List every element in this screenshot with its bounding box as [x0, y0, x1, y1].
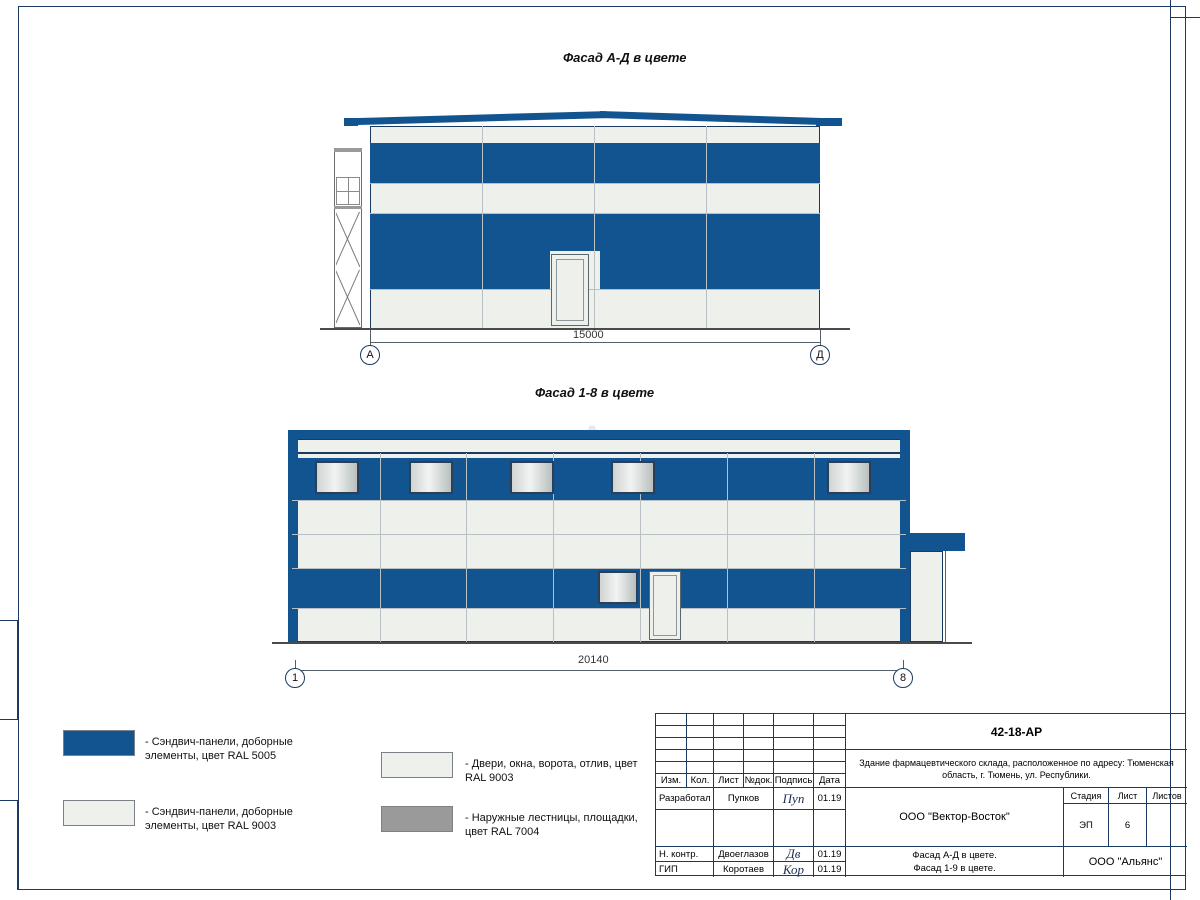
row-name-0: Пупков — [714, 788, 774, 810]
axis-bubble-8: 8 — [893, 668, 913, 688]
object-description: Здание фармацевтического склада, расположенное по адресу: Тюменская область, г. Тюмень, ул. Республики. — [846, 750, 1187, 788]
row-name-1: Двоеглазов — [714, 847, 774, 862]
figure-title-ad: Фасад А-Д в цвете — [563, 50, 687, 65]
row-date-2: 01.19 — [814, 862, 846, 877]
rev-cell — [774, 750, 814, 762]
rev-cell — [687, 726, 714, 738]
parapet-cream — [292, 439, 906, 453]
roof-right-cap — [816, 118, 842, 126]
panel-joint — [292, 608, 906, 609]
drawing-title-line1: Фасад А-Д в цвете. — [912, 850, 997, 861]
band-navy-lower-left — [370, 251, 550, 289]
rev-cell — [814, 738, 846, 750]
rev-cell — [774, 762, 814, 774]
row-date-0: 01.19 — [814, 788, 846, 810]
panel-joint — [594, 126, 595, 329]
header-list: Лист — [714, 774, 744, 788]
panel-joint — [370, 289, 820, 290]
row-signature-0: Пуп — [774, 788, 814, 810]
stair-bracing — [336, 270, 360, 325]
row-signature-1: Дв — [774, 847, 814, 862]
sheets-value — [1147, 804, 1187, 847]
axis-bubble-d: Д — [810, 345, 830, 365]
parapet-band — [288, 430, 910, 439]
rev-cell — [814, 714, 846, 726]
row-role-2: ГИП — [656, 862, 714, 877]
window — [510, 461, 554, 494]
annex-wall — [910, 551, 943, 642]
rev-cell — [656, 726, 687, 738]
row-spacer — [656, 810, 714, 847]
window — [409, 461, 453, 494]
header-izm: Изм. — [656, 774, 687, 788]
sheets-label: Листов — [1147, 788, 1187, 804]
header-podpis: Подпись — [774, 775, 813, 786]
rev-cell — [774, 714, 814, 726]
rev-cell — [774, 738, 814, 750]
panel-joint — [370, 183, 820, 184]
stage-value: ЭП — [1064, 804, 1109, 847]
corner-pilaster-left — [288, 430, 298, 642]
legend-swatch-ral7004 — [381, 806, 453, 832]
row-spacer — [814, 810, 846, 847]
rev-cell — [687, 750, 714, 762]
rev-cell — [656, 738, 687, 750]
window — [598, 571, 638, 604]
stage-label: Стадия — [1064, 788, 1109, 804]
panel-joint — [292, 500, 906, 501]
dimension-value-ad: 15000 — [573, 329, 604, 341]
company: ООО "Альянс" — [1088, 856, 1163, 868]
row-spacer — [774, 810, 814, 847]
rev-cell — [714, 750, 744, 762]
rev-cell — [714, 714, 744, 726]
legend-swatch-ral9003 — [63, 800, 135, 826]
rev-cell — [744, 762, 774, 774]
ground-line — [272, 642, 972, 644]
band-navy-lower-right — [600, 251, 820, 289]
axis-bubble-a: А — [360, 345, 380, 365]
row-role-0: Разработал — [656, 788, 714, 810]
header-ndok: №док. — [744, 775, 773, 786]
stair-grid-line — [348, 177, 349, 205]
rev-cell — [814, 726, 846, 738]
canopy-column — [945, 551, 946, 642]
row-name-2: Коротаев — [714, 862, 774, 877]
panel-joint — [370, 213, 820, 214]
panel-joint — [706, 126, 707, 329]
legend-swatch-ral5005 — [63, 730, 135, 756]
door-leaf — [556, 259, 584, 321]
window — [827, 461, 871, 494]
panel-joint — [466, 453, 467, 642]
header-data: Дата — [814, 774, 846, 788]
rev-cell — [814, 762, 846, 774]
dimension-line-ad — [370, 342, 820, 343]
rev-cell — [714, 762, 744, 774]
rev-cell — [774, 726, 814, 738]
band-navy-upper — [370, 143, 820, 183]
rev-cell — [714, 738, 744, 750]
rev-cell — [714, 726, 744, 738]
dimension-value-18: 20140 — [578, 654, 609, 666]
stair-platform-top — [334, 148, 362, 152]
row-signature-2: Кор — [774, 862, 814, 877]
window — [315, 461, 359, 494]
band-navy-mid — [370, 213, 820, 251]
door-leaf — [653, 575, 677, 636]
panel-joint — [292, 534, 906, 535]
rev-cell — [814, 750, 846, 762]
stair-bracing — [336, 212, 360, 267]
figure-title-18: Фасад 1-8 в цвете — [535, 385, 655, 400]
legend-swatch-doors — [381, 752, 453, 778]
corner-pilaster-right — [900, 430, 910, 642]
roof-left-cap — [344, 118, 358, 126]
panel-joint — [380, 453, 381, 642]
rev-cell — [656, 714, 687, 726]
frame-corner-tick — [1170, 0, 1200, 18]
window — [611, 461, 655, 494]
panel-joint — [482, 126, 483, 329]
panel-joint — [727, 453, 728, 642]
legend-label-ral5005: - Сэндвич-панели, доборные элементы, цвет RAL 5005 — [145, 736, 293, 762]
title-block — [655, 713, 1186, 876]
frame-left-stub-upper — [0, 620, 18, 720]
rev-cell — [744, 726, 774, 738]
rev-cell — [656, 750, 687, 762]
axis-bubble-1: 1 — [285, 668, 305, 688]
panel-joint — [814, 453, 815, 642]
rev-cell — [744, 738, 774, 750]
organization: ООО "Вектор-Восток" — [846, 788, 1064, 847]
drawing-title — [846, 847, 1064, 877]
sheet-value: 6 — [1109, 804, 1147, 847]
legend-label-ral7004: - Наружные лестницы, площадки, цвет RAL 7004 — [465, 812, 638, 838]
legend-label-doors: - Двери, окна, ворота, отлив, цвет RAL 9003 — [465, 758, 638, 784]
panel-joint — [292, 568, 906, 569]
rev-cell — [656, 762, 687, 774]
stair-platform-mid — [334, 206, 362, 209]
header-kol: Кол. — [687, 774, 714, 788]
legend-label-ral9003: - Сэндвич-панели, доборные элементы, цвет RAL 9003 — [145, 806, 293, 832]
rev-cell — [744, 750, 774, 762]
row-role-1: Н. контр. — [656, 847, 714, 862]
row-date-1: 01.19 — [814, 847, 846, 862]
rev-cell — [687, 762, 714, 774]
rev-cell — [687, 714, 714, 726]
drawing-title-line2: Фасад 1-9 в цвете. — [913, 863, 996, 874]
rev-cell — [744, 714, 774, 726]
frame-left-stub-lower — [0, 800, 18, 890]
sheet-label: Лист — [1109, 788, 1147, 804]
drawing-code: 42-18-АР — [846, 714, 1187, 750]
dimension-line-18 — [295, 670, 903, 671]
rev-cell — [687, 738, 714, 750]
canopy-roof — [910, 533, 965, 551]
row-spacer — [714, 810, 774, 847]
